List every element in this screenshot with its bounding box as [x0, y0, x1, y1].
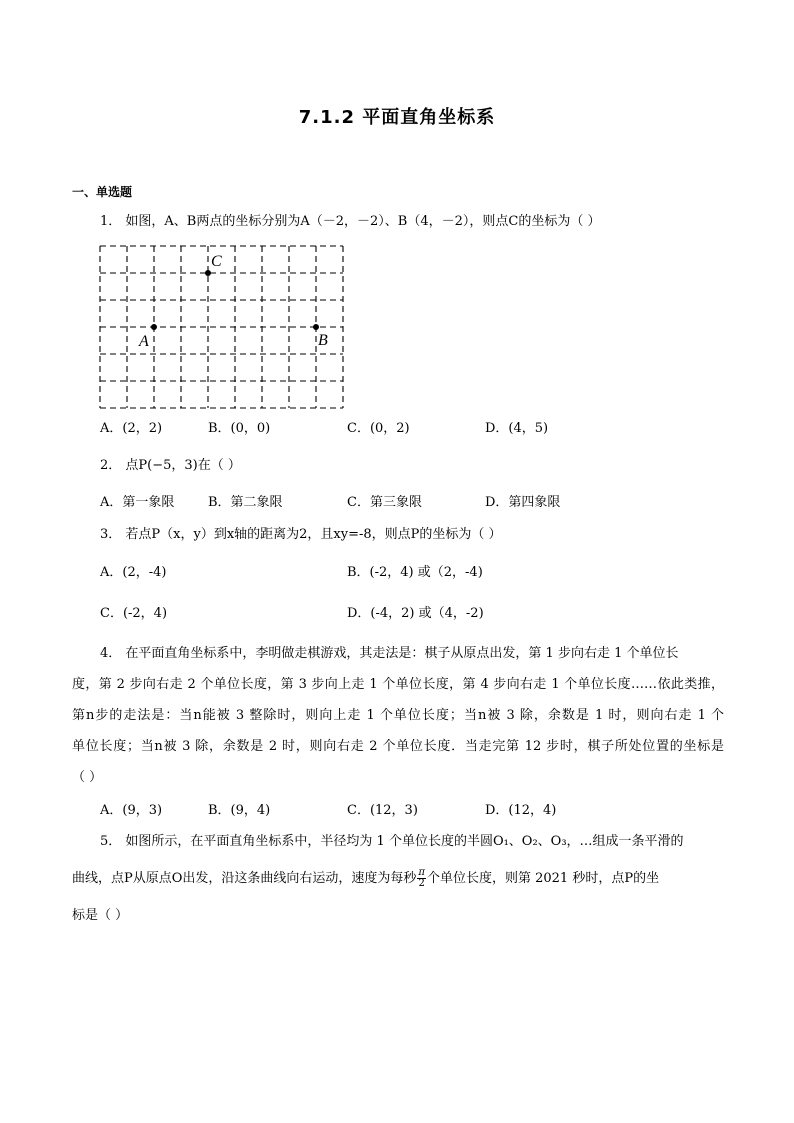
question-4-line-1: 4． 在平面直角坐标系中，李明做走棋游戏，其走法是：棋子从原点出发，第 1 步向右走 1 个单位长 — [100, 646, 679, 661]
question-2-stem: 2． 点P(−5，3)在（ ） — [100, 458, 241, 473]
q1-option-d: D．(4，5) — [485, 421, 549, 436]
section-heading: 一、单选题 — [72, 185, 133, 199]
point-c-dot — [205, 270, 211, 276]
q4-option-a: A．(9，3) — [100, 803, 163, 818]
question-3-stem: 3． 若点P（x，y）到x轴的距离为2，且xy=-8，则点P的坐标为（ ） — [100, 527, 502, 542]
question-5-line-2-start: 曲线，点P从原点O出发，沿这条曲线向右运动，速度为每秒 — [72, 871, 417, 886]
page-title: 7.1.2 平面直角坐标系 — [298, 107, 496, 128]
question-4-line-2: 度，第 2 步向右走 2 个单位长度，第 3 步向上走 1 个单位长度，第 4 步向右走 1 个单位长度……依此类推， — [72, 677, 724, 692]
q2-option-d: D．第四象限 — [485, 495, 561, 510]
question-4-line-3: 第n步的走法是：当n能被 3 整除时，则向上走 1 个单位长度；当n被 3 除，余数是 1 时，则向右走 1 个 — [72, 708, 724, 723]
fraction-denominator: 2 — [418, 878, 425, 889]
coordinate-grid-figure — [99, 245, 345, 411]
fraction-numerator: π — [418, 867, 425, 878]
question-5-line-1: 5． 如图所示，在平面直角坐标系中，半径均为 1 个单位长度的半圆O₁、O₂、O₃，…组成一条平滑的 — [100, 834, 684, 849]
q1-option-b: B．(0，0) — [208, 421, 271, 436]
question-5-line-2-end: 个单位长度，则第 2021 秒时，点P的坐 — [426, 871, 660, 886]
point-c-label: C — [211, 253, 222, 270]
point-a-label: A — [139, 333, 149, 350]
point-b-label: B — [318, 332, 328, 349]
point-b-dot — [313, 324, 319, 330]
q4-option-b: B．(9，4) — [208, 803, 271, 818]
question-5-line-3: 标是（ ） — [72, 908, 129, 923]
q2-option-b: B．第二象限 — [208, 495, 283, 510]
q4-option-c: C．(12，3) — [347, 803, 418, 818]
q2-option-a: A．第一象限 — [100, 495, 175, 510]
question-4-line-4: 单位长度；当n被 3 除，余数是 2 时，则向右走 2 个单位长度．当走完第 12 步时，棋子所处位置的坐标是 — [72, 739, 724, 754]
pi-over-2-fraction — [417, 868, 426, 889]
question-1-stem: 1． 如图，A、B两点的坐标分别为A（－2，－2）、B（4，－2），则点C的坐标为（ ） — [100, 214, 601, 229]
q4-option-d: D．(12，4) — [485, 803, 557, 818]
q1-option-c: C．(0，2) — [347, 421, 410, 436]
q3-option-c: C．(-2，4) — [100, 606, 168, 621]
q2-option-c: C．第三象限 — [347, 495, 422, 510]
question-5-line-2 — [72, 868, 659, 889]
question-4-line-5: （ ） — [72, 770, 103, 785]
point-a-dot — [151, 324, 157, 330]
q3-option-d: D．(-4，2) 或（4，-2) — [347, 606, 484, 621]
q3-option-b: B．(-2，4) 或（2，-4) — [347, 565, 483, 580]
q1-option-a: A．(2，2) — [100, 421, 163, 436]
q3-option-a: A．(2，-4) — [100, 565, 167, 580]
grid-lines — [100, 246, 343, 408]
